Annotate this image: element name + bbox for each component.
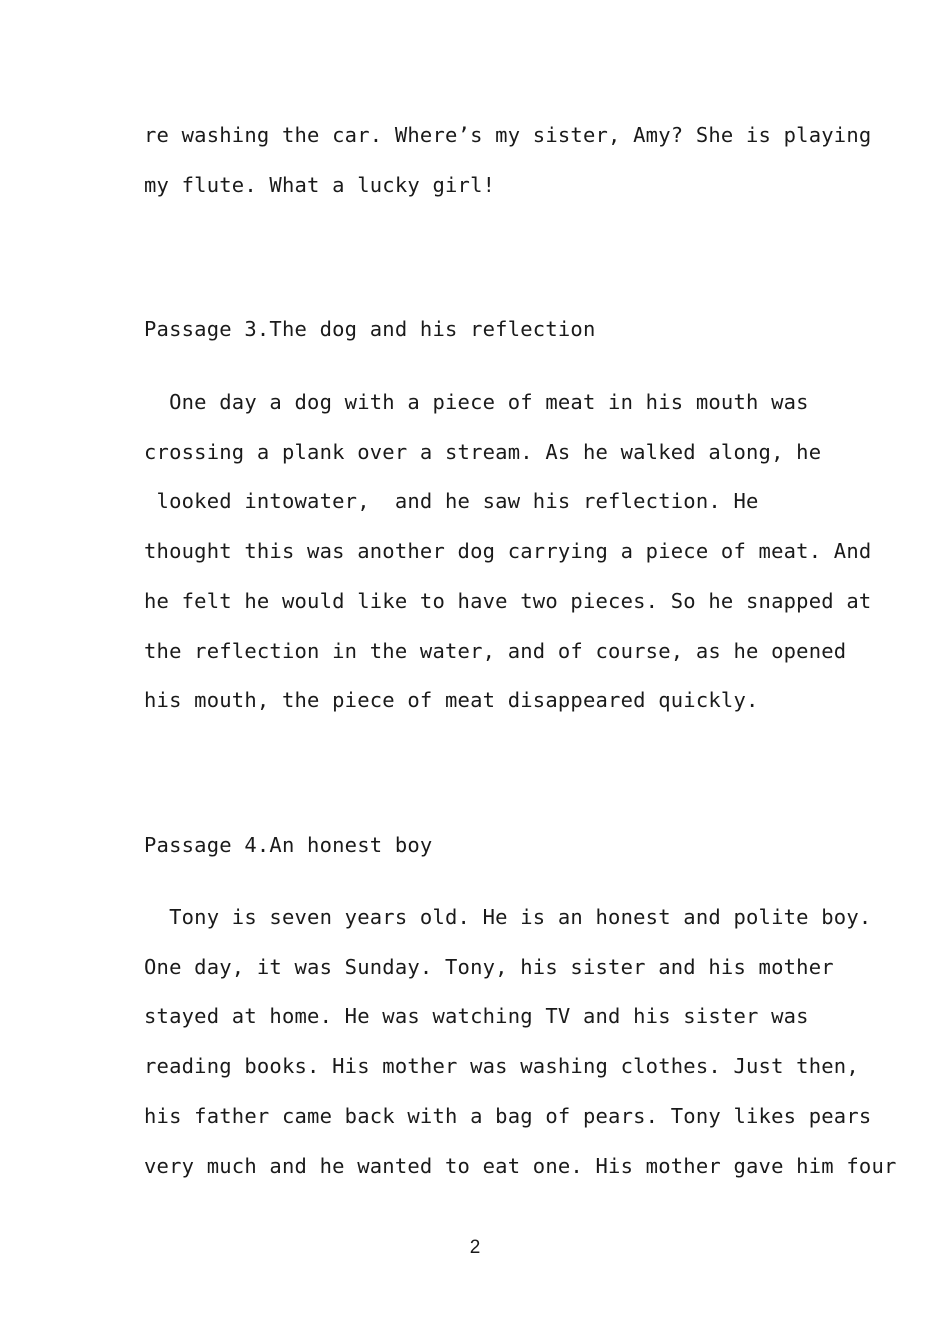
passage4-line-4: reading books. His mother was washing clothes. Just then, — [144, 1054, 859, 1078]
passage4-line-5: his father came back with a bag of pears. Tony likes pears — [144, 1104, 872, 1128]
passage4-line-2: One day, it was Sunday. Tony, his sister and his mother — [144, 955, 834, 979]
page-number: 2 — [469, 1237, 481, 1258]
passage3-line-4: thought this was another dog carrying a piece of meat. And — [144, 539, 872, 563]
passage4-line-1: Tony is seven years old. He is an honest and polite boy. — [144, 905, 872, 929]
passage3-line-2: crossing a plank over a stream. As he walked along, he — [144, 440, 822, 464]
passage2-line-2: my flute. What a lucky girl! — [144, 173, 496, 197]
passage3-line-7: his mouth, the piece of meat disappeared quickly. — [144, 688, 759, 712]
passage3-line-1: One day a dog with a piece of meat in his mouth was — [144, 390, 809, 414]
passage4-heading: Passage 4.An honest boy — [144, 833, 433, 857]
passage3-heading: Passage 3.The dog and his reflection — [144, 317, 596, 341]
passage4-line-3: stayed at home. He was watching TV and his sister was — [144, 1004, 809, 1028]
passage2-line-1: re washing the car. Where’s my sister, Amy? She is playing — [144, 123, 872, 147]
passage3-line-5: he felt he would like to have two pieces. So he snapped at — [144, 589, 872, 613]
passage3-line-3: looked intowater, and he saw his reflection. He — [144, 489, 759, 513]
passage4-line-6: very much and he wanted to eat one. His mother gave him four — [144, 1154, 897, 1178]
passage3-line-6: the reflection in the water, and of course, as he opened — [144, 639, 847, 663]
